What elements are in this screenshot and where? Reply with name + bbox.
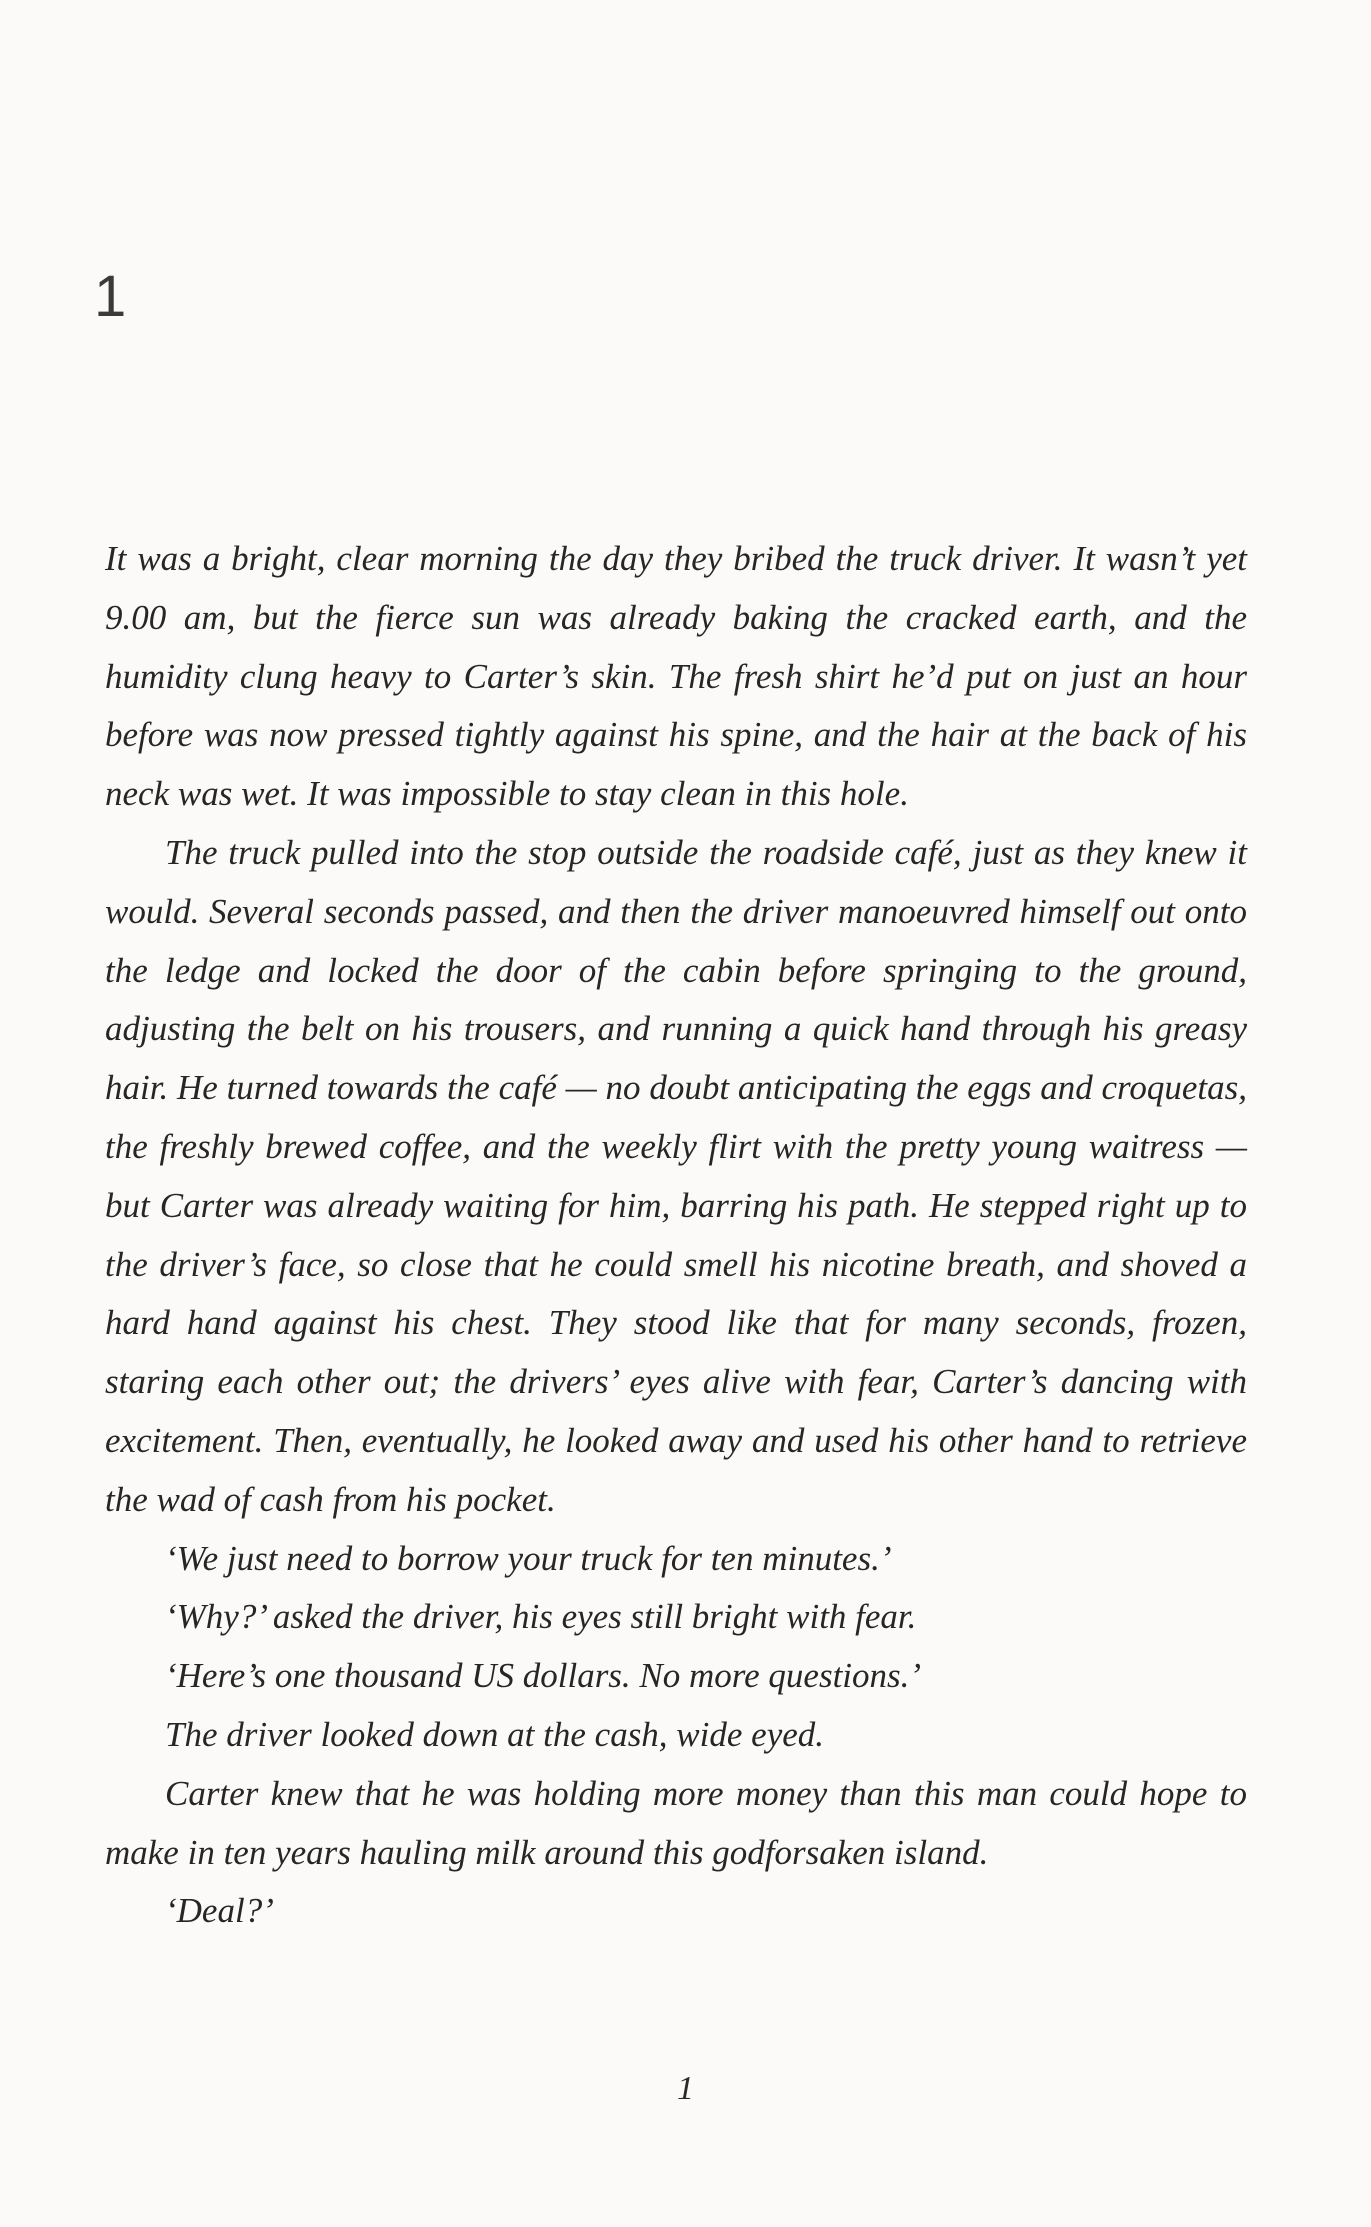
page-number: 1 bbox=[677, 2070, 694, 2107]
paragraph: The truck pulled into the stop outside the roadside café, just as they knew it would. Several seconds passed, and then the driver manoeuvred himself out onto the ledge and locked the door of the cabin before springing to the ground, adjusting the belt on his trousers, and running a quick hand through his greasy hair. He turned towards the café — no doubt anticipating the eggs and croquetas, the freshly brewed coffee, and the weekly flirt with the pretty young waitress — but Carter was already waiting for him, barring his path. He stepped right up to the driver’s face, so close that he could smell his nicotine breath, and shoved a hard hand against his chest. They stood like that for many seconds, frozen, staring each other out; the drivers’ eyes alive with fear, Carter’s dancing with excitement. Then, eventually, he looked away and used his other hand to retrieve the wad of cash from his pocket. bbox=[105, 832, 1247, 1519]
dialogue-line: ‘We just need to borrow your truck for ten minutes.’ bbox=[165, 1538, 892, 1578]
dialogue-line: ‘Here’s one thousand US dollars. No more questions.’ bbox=[165, 1656, 922, 1696]
dialogue-line: ‘Why?’ asked the driver, his eyes still bright with fear. bbox=[165, 1597, 917, 1637]
paragraph: The driver looked down at the cash, wide eyed. bbox=[165, 1714, 825, 1754]
chapter-number: 1 bbox=[94, 264, 127, 329]
paragraph: It was a bright, clear morning the day they bribed the truck driver. It wasn’t yet 9.00 am, but the fierce sun was already baking the cracked earth, and the humidity clung heavy to Carter’s skin. The fresh shirt he’d put on just an hour before was now pressed tightly against his spine, and the hair at the back of his neck was wet. It was impossible to stay clean in this hole. bbox=[105, 539, 1247, 814]
paragraph: Carter knew that he was holding more money than this man could hope to make in ten years hauling milk around this godforsaken island. bbox=[105, 1773, 1247, 1872]
dialogue-line: ‘Deal?’ bbox=[165, 1891, 274, 1931]
chapter-body bbox=[105, 530, 1247, 1941]
